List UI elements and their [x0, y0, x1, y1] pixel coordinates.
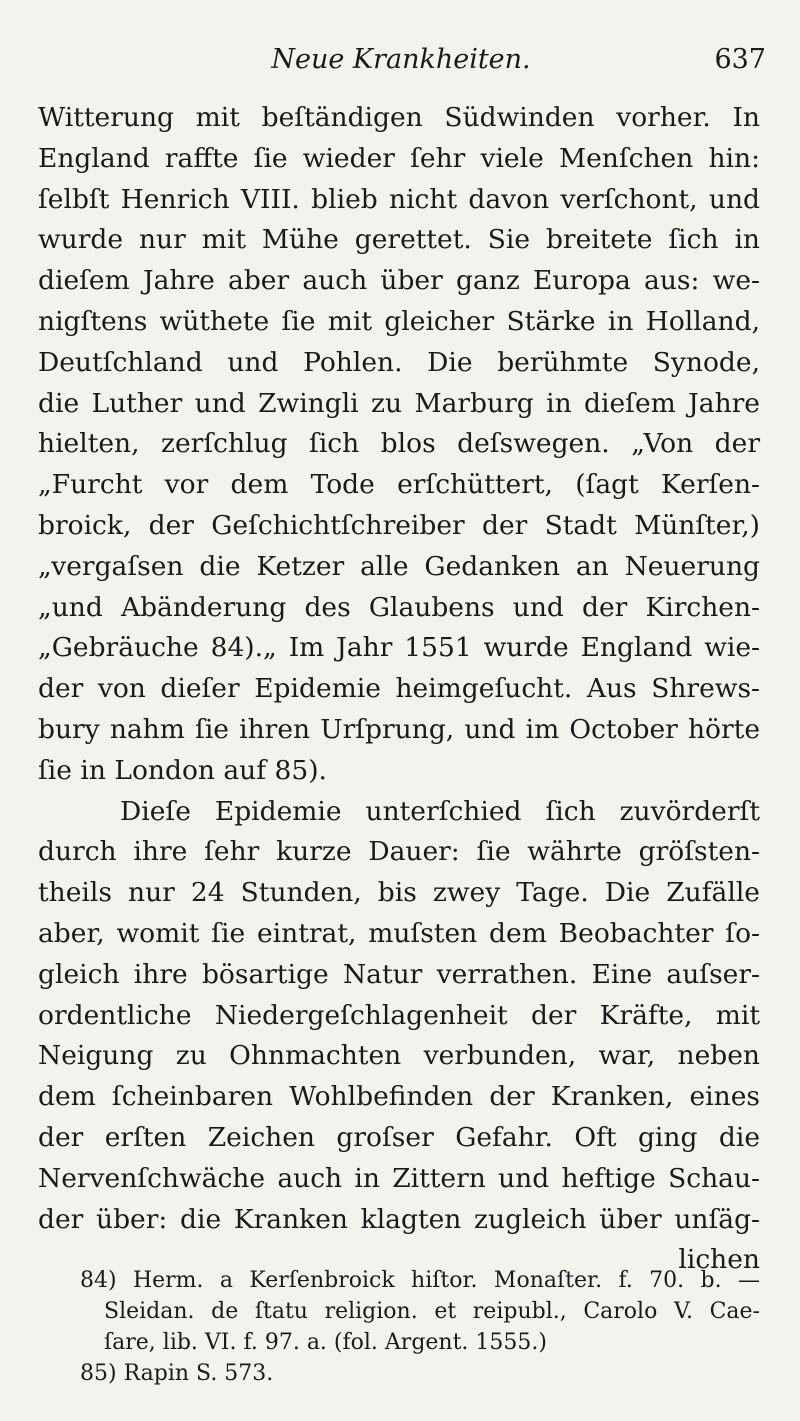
text-line: durch ihre ſehr kurze Dauer: ſie währte gröſsten-: [38, 836, 760, 868]
text-line: ſelbſt Henrich VIII. blieb nicht davon verſchont, und: [38, 183, 760, 215]
text-line: England raffte ſie wieder ſehr viele Menſchen hin:: [38, 142, 760, 174]
text-line: Nervenſchwäche auch in Zittern und heftige Schau-: [38, 1162, 760, 1194]
text-line: ſie in London auf 85).: [38, 754, 327, 786]
text-line: Deutſchland und Pohlen. Die berühmte Synode,: [38, 346, 760, 378]
footnote-84: 84) Herm. a Kerſenbroick hiſtor. Monaſter. f. 70. b. —: [80, 1268, 760, 1293]
text-line: broick, der Geſchichtſchreiber der Stadt Münſter,): [38, 509, 760, 541]
page-header: [36, 44, 766, 84]
footnotes: [80, 1265, 760, 1389]
text-line: der von dieſer Epidemie heimgeſucht. Aus Shrews-: [38, 673, 760, 705]
text-line: dieſem Jahre aber auch über ganz Europa aus: we-: [38, 265, 760, 297]
text-line: der über: die Kranken klagten zugleich über unſäg-: [38, 1203, 760, 1235]
text-line: gleich ihre bösartige Natur verrathen. Eine auſser-: [38, 958, 760, 990]
text-line: „Furcht vor dem Tode erſchüttert, (ſagt Kerſen-: [38, 469, 760, 501]
text-line: wurde nur mit Mühe gerettet. Sie breitete ſich in: [38, 224, 760, 256]
footnote-84-continuation: ſare, lib. VI. f. 97. a. (fol. Argent. 1555.): [104, 1330, 547, 1355]
text-line: „vergaſsen die Ketzer alle Gedanken an Neuerung: [38, 550, 760, 582]
text-line: nigſtens wüthete ſie mit gleicher Stärke in Holland,: [38, 305, 760, 337]
text-line: aber, womit ſie eintrat, muſsten dem Beobachter ſo-: [38, 917, 760, 949]
running-title: Neue Krankheiten.: [271, 44, 531, 75]
catchword: lichen: [678, 1244, 760, 1276]
page-number: 637: [714, 44, 766, 75]
footnote-85: 85) Rapin S. 573.: [80, 1361, 274, 1386]
text-line: bury nahm ſie ihren Urſprung, und im October hörte: [38, 713, 760, 745]
text-line: Neigung zu Ohnmachten verbunden, war, neben: [38, 1040, 760, 1072]
main-text: [38, 98, 760, 1281]
text-line: hielten, zerſchlug ſich blos deſswegen. „Von der: [38, 428, 760, 460]
text-line: ordentliche Niedergeſchlagenheit der Kräfte, mit: [38, 999, 760, 1031]
paragraph-start-line: Dieſe Epidemie unterſchied ſich zuvörderſt: [120, 795, 760, 827]
text-line: Witterung mit beſtändigen Südwinden vorher. In: [38, 102, 760, 133]
text-line: „Gebräuche 84).„ Im Jahr 1551 wurde England wie-: [38, 632, 760, 664]
text-line: dem ſcheinbaren Wohlbefinden der Kranken, eines: [38, 1081, 760, 1113]
text-line: theils nur 24 Stunden, bis zwey Tage. Die Zufälle: [38, 877, 760, 909]
text-line: „und Abänderung des Glaubens und der Kirchen-: [38, 591, 760, 623]
footnote-84-continuation: Sleidan. de ſtatu religion. et reipubl., Carolo V. Cae-: [104, 1299, 760, 1324]
text-line: die Luther und Zwingli zu Marburg in dieſem Jahre: [38, 387, 760, 419]
text-line: der erſten Zeichen groſser Gefahr. Oft ging die: [38, 1121, 760, 1153]
